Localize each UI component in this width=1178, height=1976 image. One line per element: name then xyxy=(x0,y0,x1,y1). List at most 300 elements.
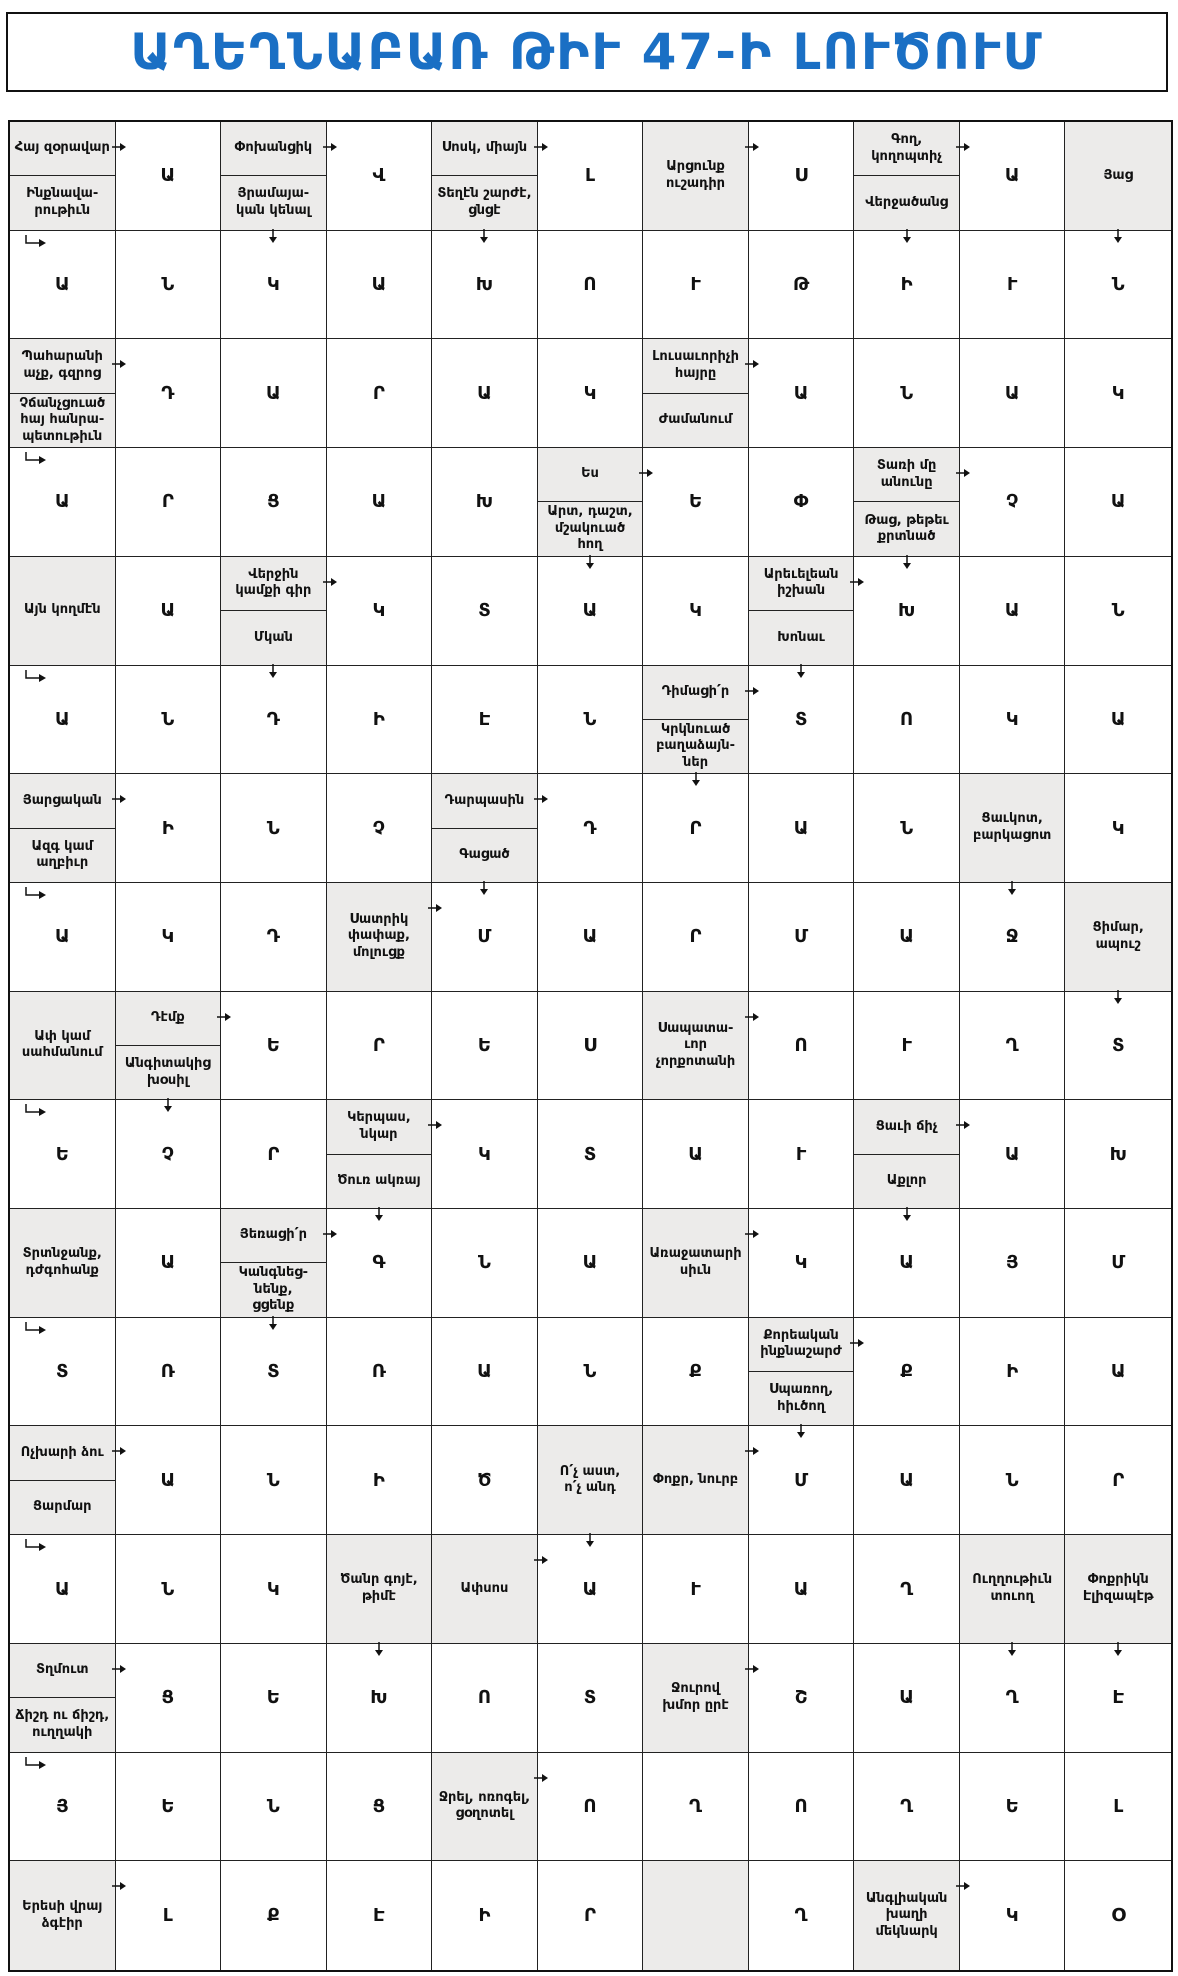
letter-cell[interactable] xyxy=(116,1753,222,1862)
clue-stack xyxy=(10,1426,115,1534)
clue-cell xyxy=(643,666,749,775)
letter-cell[interactable] xyxy=(960,1861,1066,1970)
clue-text: Արտ, դաշտ, մշակուած հող xyxy=(538,501,643,555)
letter-cell[interactable] xyxy=(116,339,222,448)
clue-cell xyxy=(10,557,116,666)
clue-text: Արցունք ուշադիր xyxy=(666,159,726,191)
letter-cell[interactable] xyxy=(116,1100,222,1209)
letter-cell[interactable] xyxy=(327,122,433,231)
letter-cell[interactable] xyxy=(749,1861,855,1970)
cell-letter: Ա xyxy=(160,1252,176,1274)
cell-letter: Խ xyxy=(475,491,494,513)
cell-letter: Ր xyxy=(372,382,385,404)
letter-cell[interactable] xyxy=(854,992,960,1101)
cell-letter: Ա xyxy=(1110,708,1126,730)
letter-cell[interactable] xyxy=(854,339,960,448)
clue-stack xyxy=(749,557,854,665)
letter-cell[interactable] xyxy=(960,231,1066,340)
letter-cell[interactable] xyxy=(10,231,116,340)
cell-letter: Ն xyxy=(266,817,280,839)
cell-letter: Ե xyxy=(266,1034,280,1056)
letter-cell[interactable] xyxy=(960,557,1066,666)
letter-cell[interactable] xyxy=(854,1318,960,1427)
letter-cell[interactable] xyxy=(327,1318,433,1427)
letter-cell[interactable] xyxy=(643,1753,749,1862)
letter-cell[interactable] xyxy=(116,122,222,231)
clue-stack xyxy=(538,1426,643,1534)
letter-cell[interactable] xyxy=(749,1100,855,1209)
cell-letter: Տ xyxy=(56,1361,69,1383)
cell-letter: Ղ xyxy=(900,1795,914,1817)
clue-cell xyxy=(854,1100,960,1209)
cell-letter: Ա xyxy=(688,1143,703,1165)
letter-cell[interactable] xyxy=(221,883,327,992)
cell-letter: Ա xyxy=(54,274,70,296)
letter-cell[interactable] xyxy=(327,557,433,666)
letter-cell[interactable] xyxy=(116,557,222,666)
letter-cell[interactable] xyxy=(1065,1861,1171,1970)
clue-cell xyxy=(854,122,960,231)
letter-cell[interactable] xyxy=(10,883,116,992)
cell-letter: Գ xyxy=(372,1252,386,1274)
clue-text: Առաջատարի սիւն xyxy=(649,1246,742,1278)
letter-cell[interactable] xyxy=(749,231,855,340)
letter-cell[interactable] xyxy=(432,557,538,666)
cell-letter: Ք xyxy=(689,1361,702,1383)
clue-text: Կանգնեց- նենք, ցցենք xyxy=(221,1262,326,1316)
letter-cell[interactable] xyxy=(10,666,116,775)
letter-cell[interactable] xyxy=(1065,1100,1171,1209)
letter-cell[interactable] xyxy=(749,1426,855,1535)
cell-letter: Մ xyxy=(1111,1252,1126,1274)
letter-cell[interactable] xyxy=(749,1644,855,1753)
letter-cell[interactable] xyxy=(221,1100,327,1209)
cell-letter: Ա xyxy=(160,1469,176,1491)
letter-cell[interactable] xyxy=(1065,992,1171,1101)
letter-cell[interactable] xyxy=(643,231,749,340)
clue-text: Ժամանում xyxy=(643,393,748,447)
clue-text: Սապատա- ւոր չորքոտանի xyxy=(655,1020,736,1069)
cell-letter: Տ xyxy=(583,1143,597,1165)
cell-letter: Մ xyxy=(477,926,492,948)
letter-cell[interactable] xyxy=(538,1535,644,1644)
clue-cell xyxy=(1065,883,1171,992)
cell-letter: Վ xyxy=(372,165,386,187)
letter-cell[interactable] xyxy=(749,1209,855,1318)
cell-letter: Խ xyxy=(897,600,916,622)
letter-cell[interactable] xyxy=(327,992,433,1101)
letter-cell[interactable] xyxy=(327,1209,433,1318)
cell-letter: Տ xyxy=(267,1361,280,1383)
clue-text: Ուղղութիւն տուող xyxy=(972,1572,1053,1605)
clue-text: Սպառող, հիւծող xyxy=(749,1371,854,1425)
cell-letter: Ղ xyxy=(1005,1687,1019,1709)
clue-cell xyxy=(327,1535,433,1644)
cell-letter: Ն xyxy=(583,708,597,730)
letter-cell[interactable] xyxy=(432,666,538,775)
clue-text: Ծուռ ակռայ xyxy=(327,1154,432,1208)
letter-cell[interactable] xyxy=(221,448,327,557)
letter-cell[interactable] xyxy=(1065,448,1171,557)
letter-cell[interactable] xyxy=(327,339,433,448)
letter-cell[interactable] xyxy=(643,448,749,557)
letter-cell[interactable] xyxy=(432,448,538,557)
clue-text: Փոքր, նուրբ xyxy=(653,1472,739,1487)
letter-cell[interactable] xyxy=(221,339,327,448)
clue-cell xyxy=(643,339,749,448)
cell-letter: Ղ xyxy=(1005,1034,1019,1056)
clue-stack xyxy=(327,883,432,991)
cell-letter: Յ xyxy=(1005,1252,1019,1274)
letter-cell[interactable] xyxy=(221,1644,327,1753)
clue-text: Պահարանի աչք, գզրոց xyxy=(21,349,103,382)
cell-letter: Ա xyxy=(1004,1143,1020,1165)
letter-cell[interactable] xyxy=(538,883,644,992)
letter-cell[interactable] xyxy=(327,774,433,883)
cell-letter: Դ xyxy=(266,926,280,948)
clue-text: Յաց xyxy=(1103,167,1133,183)
cell-letter: Ն xyxy=(266,1469,280,1491)
letter-cell[interactable] xyxy=(116,1318,222,1427)
clue-stack xyxy=(432,774,537,882)
letter-cell[interactable] xyxy=(643,883,749,992)
clue-stack xyxy=(1065,1535,1171,1643)
clue-text: Ճիշդ ու ճիշդ, ուղղակի xyxy=(10,1697,115,1751)
letter-cell[interactable] xyxy=(1065,1644,1171,1753)
letter-cell[interactable] xyxy=(221,1753,327,1862)
letter-cell[interactable] xyxy=(854,231,960,340)
letter-cell[interactable] xyxy=(854,557,960,666)
letter-cell[interactable] xyxy=(1065,1426,1171,1535)
letter-cell[interactable] xyxy=(749,883,855,992)
letter-cell[interactable] xyxy=(749,774,855,883)
letter-cell[interactable] xyxy=(1065,231,1171,340)
cell-letter: Ա xyxy=(582,926,598,948)
letter-cell[interactable] xyxy=(960,1426,1066,1535)
letter-cell[interactable] xyxy=(221,1861,327,1970)
letter-cell[interactable] xyxy=(538,666,644,775)
clue-text: Վերջածանց xyxy=(854,175,959,229)
cell-letter: Ե xyxy=(55,1143,69,1165)
letter-cell[interactable] xyxy=(10,1318,116,1427)
letter-cell[interactable] xyxy=(327,1861,433,1970)
clue-cell xyxy=(643,1426,749,1535)
letter-cell[interactable] xyxy=(538,1753,644,1862)
cell-letter: Դ xyxy=(266,708,280,730)
cell-letter: Ն xyxy=(266,1795,280,1817)
clue-cell xyxy=(10,774,116,883)
letter-cell[interactable] xyxy=(643,1318,749,1427)
letter-cell[interactable] xyxy=(854,1535,960,1644)
letter-cell[interactable] xyxy=(116,231,222,340)
letter-cell[interactable] xyxy=(432,1318,538,1427)
letter-cell[interactable] xyxy=(643,1100,749,1209)
clue-stack xyxy=(221,122,326,230)
letter-cell[interactable] xyxy=(538,122,644,231)
cell-letter: Ա xyxy=(54,491,70,513)
letter-cell[interactable] xyxy=(960,1100,1066,1209)
letter-cell[interactable] xyxy=(854,1209,960,1318)
cell-letter: Լ xyxy=(162,1905,173,1927)
clue-stack xyxy=(643,1644,748,1752)
clue-cell xyxy=(432,774,538,883)
cell-letter: Ե xyxy=(266,1687,280,1709)
letter-cell[interactable] xyxy=(432,1100,538,1209)
cell-letter: Ա xyxy=(1004,600,1020,622)
clue-text: Տրտնջանք, դժգոհանք xyxy=(22,1246,102,1278)
letter-cell[interactable] xyxy=(960,448,1066,557)
letter-cell[interactable] xyxy=(1065,1209,1171,1318)
clue-cell xyxy=(10,122,116,231)
letter-cell[interactable] xyxy=(960,339,1066,448)
letter-cell[interactable] xyxy=(1065,666,1171,775)
clue-text: Գող, կողոպտիչ xyxy=(871,132,943,164)
clue-text: Դարպասին xyxy=(444,792,525,808)
clue-text: Սատրիկ փափաք, մոլուցք xyxy=(347,911,410,961)
letter-cell[interactable] xyxy=(221,1426,327,1535)
cell-letter: Ն xyxy=(1111,274,1125,296)
clue-stack xyxy=(960,1535,1065,1643)
clue-cell xyxy=(10,339,116,448)
letter-cell[interactable] xyxy=(327,1753,433,1862)
cell-letter: Ց xyxy=(267,491,280,513)
clue-text: Տղմուտ xyxy=(36,1662,89,1678)
clue-text: Փոխանցիկ xyxy=(234,140,313,156)
letter-cell[interactable] xyxy=(221,774,327,883)
cell-letter: Կ xyxy=(794,1252,808,1274)
cell-letter: Կ xyxy=(689,600,702,622)
cell-letter: Ւ xyxy=(795,1143,807,1165)
clue-stack xyxy=(643,992,748,1100)
letter-cell[interactable] xyxy=(432,1644,538,1753)
cell-letter: Ա xyxy=(1004,165,1020,187)
letter-cell[interactable] xyxy=(1065,1753,1171,1862)
clue-cell xyxy=(960,774,1066,883)
letter-cell[interactable] xyxy=(854,1753,960,1862)
cell-letter: Ն xyxy=(1111,600,1125,622)
cell-letter: Ռ xyxy=(160,1361,175,1383)
cell-letter: Ն xyxy=(1005,1469,1019,1491)
blank-cell xyxy=(643,1861,749,1970)
clue-text: Թաց, թեթեւ քրտնած xyxy=(854,501,959,555)
letter-cell[interactable] xyxy=(854,883,960,992)
letter-cell[interactable] xyxy=(221,231,327,340)
letter-cell[interactable] xyxy=(960,122,1066,231)
clue-text: Ծանր գոյէ, թիմէ xyxy=(340,1572,418,1605)
letter-cell[interactable] xyxy=(749,122,855,231)
letter-cell[interactable] xyxy=(116,1426,222,1535)
letter-cell[interactable] xyxy=(116,448,222,557)
clue-stack xyxy=(643,1426,748,1534)
letter-cell[interactable] xyxy=(749,1535,855,1644)
cell-letter: Ա xyxy=(371,274,387,296)
cell-letter: Ա xyxy=(266,382,281,404)
cell-letter: Ն xyxy=(161,274,175,296)
letter-cell[interactable] xyxy=(221,1535,327,1644)
letter-cell[interactable] xyxy=(327,1426,433,1535)
letter-cell[interactable] xyxy=(643,557,749,666)
cell-letter: Կ xyxy=(478,1143,491,1165)
letter-cell[interactable] xyxy=(960,1209,1066,1318)
clue-stack xyxy=(10,992,115,1100)
cell-letter: Ն xyxy=(161,708,175,730)
letter-cell[interactable] xyxy=(327,1644,433,1753)
letter-cell[interactable] xyxy=(116,883,222,992)
letter-cell[interactable] xyxy=(960,883,1066,992)
letter-cell[interactable] xyxy=(854,1426,960,1535)
clue-text: Կրկնուած բաղաձայն- ներ xyxy=(643,719,748,773)
cell-letter: Ր xyxy=(267,1143,280,1165)
letter-cell[interactable] xyxy=(749,1753,855,1862)
letter-cell[interactable] xyxy=(749,992,855,1101)
clue-text: Լուսաւորիչի հայրը xyxy=(652,349,739,382)
letter-cell[interactable] xyxy=(10,1753,116,1862)
cell-letter: Ռ xyxy=(371,1361,386,1383)
letter-cell[interactable] xyxy=(960,1753,1066,1862)
letter-cell[interactable] xyxy=(1065,557,1171,666)
letter-cell[interactable] xyxy=(221,666,327,775)
letter-cell[interactable] xyxy=(538,774,644,883)
letter-cell[interactable] xyxy=(960,666,1066,775)
letter-cell[interactable] xyxy=(538,1861,644,1970)
letter-cell[interactable] xyxy=(432,1426,538,1535)
letter-cell[interactable] xyxy=(538,1209,644,1318)
clue-stack xyxy=(854,1100,959,1208)
letter-cell[interactable] xyxy=(960,992,1066,1101)
letter-cell[interactable] xyxy=(960,1644,1066,1753)
cell-letter: Ե xyxy=(688,491,703,513)
letter-cell[interactable] xyxy=(116,666,222,775)
clue-stack xyxy=(538,448,643,556)
clue-cell xyxy=(221,557,327,666)
letter-cell[interactable] xyxy=(749,448,855,557)
letter-cell[interactable] xyxy=(116,1209,222,1318)
letter-cell[interactable] xyxy=(327,666,433,775)
cell-letter: Լ xyxy=(584,165,596,187)
cell-letter: Ա xyxy=(371,491,387,513)
crossword-grid xyxy=(8,120,1173,1972)
cell-letter: Կ xyxy=(266,1578,280,1600)
cell-letter: Կ xyxy=(1005,1905,1019,1927)
clue-stack xyxy=(10,1644,115,1752)
letter-cell[interactable] xyxy=(432,231,538,340)
letter-cell[interactable] xyxy=(116,1644,222,1753)
letter-cell[interactable] xyxy=(538,992,644,1101)
letter-cell[interactable] xyxy=(538,339,644,448)
cell-letter: Ի xyxy=(900,274,913,296)
letter-cell[interactable] xyxy=(116,774,222,883)
cell-letter: Ա xyxy=(477,1361,492,1383)
title-banner xyxy=(6,12,1168,92)
letter-cell[interactable] xyxy=(432,883,538,992)
clue-text: Գացած xyxy=(432,828,537,882)
letter-cell[interactable] xyxy=(854,774,960,883)
cell-letter: Ղ xyxy=(794,1905,808,1927)
letter-cell[interactable] xyxy=(1065,774,1171,883)
cell-letter: Տ xyxy=(1111,1034,1125,1056)
letter-cell[interactable] xyxy=(432,339,538,448)
cell-letter: Ա xyxy=(160,600,176,622)
letter-cell[interactable] xyxy=(538,557,644,666)
cell-letter: Ի xyxy=(372,1469,385,1491)
cell-letter: Ո xyxy=(583,1795,597,1817)
clue-cell xyxy=(1065,1535,1171,1644)
cell-letter: Դ xyxy=(583,817,597,839)
letter-cell[interactable] xyxy=(960,1318,1066,1427)
clue-stack xyxy=(432,1753,537,1861)
cell-letter: Ա xyxy=(54,708,70,730)
cell-letter: Ն xyxy=(900,817,914,839)
clue-text: Ջրել, ոռոգել, ցօղոտել xyxy=(438,1789,531,1822)
letter-cell[interactable] xyxy=(538,1644,644,1753)
clue-cell xyxy=(538,448,644,557)
letter-cell[interactable] xyxy=(10,1100,116,1209)
clue-cell xyxy=(432,1753,538,1862)
letter-cell[interactable] xyxy=(116,1535,222,1644)
letter-cell[interactable] xyxy=(538,1318,644,1427)
letter-cell[interactable] xyxy=(749,339,855,448)
cell-letter: Մ xyxy=(794,1469,809,1491)
letter-cell[interactable] xyxy=(538,1100,644,1209)
cell-letter: Ա xyxy=(899,1252,914,1274)
clue-cell xyxy=(10,1644,116,1753)
cell-letter: Ղ xyxy=(689,1795,702,1817)
letter-cell[interactable] xyxy=(1065,339,1171,448)
cell-letter: Ր xyxy=(689,926,702,948)
cell-letter: Ս xyxy=(794,165,808,187)
cell-letter: Կ xyxy=(372,600,386,622)
cell-letter: Ր xyxy=(584,1905,596,1927)
clue-stack xyxy=(643,1209,748,1317)
clue-cell xyxy=(749,557,855,666)
cell-letter: Է xyxy=(1112,1687,1125,1709)
clue-text: Սոսկ, միայն xyxy=(441,140,528,156)
cell-letter: Դ xyxy=(161,382,175,404)
letter-cell[interactable] xyxy=(854,666,960,775)
letter-cell[interactable] xyxy=(643,774,749,883)
cell-letter: Ա xyxy=(582,1578,598,1600)
letter-cell[interactable] xyxy=(749,666,855,775)
letter-cell[interactable] xyxy=(432,1861,538,1970)
letter-cell[interactable] xyxy=(221,1318,327,1427)
clue-cell xyxy=(221,122,327,231)
clue-cell xyxy=(538,1426,644,1535)
cell-letter: Տ xyxy=(583,1687,597,1709)
letter-cell[interactable] xyxy=(327,231,433,340)
letter-cell[interactable] xyxy=(432,1209,538,1318)
letter-cell[interactable] xyxy=(432,992,538,1101)
letter-cell[interactable] xyxy=(10,448,116,557)
letter-cell[interactable] xyxy=(116,1861,222,1970)
clue-text: Յրամայա- կան կենալ xyxy=(221,175,326,229)
cell-letter: Խ xyxy=(475,274,494,296)
cell-letter: Լ xyxy=(1113,1795,1124,1817)
clue-stack xyxy=(10,1861,115,1970)
clue-text: Երեսի վրայ ձգէիր xyxy=(22,1899,103,1931)
letter-cell[interactable] xyxy=(643,1535,749,1644)
cell-letter: Կ xyxy=(1111,817,1125,839)
letter-cell[interactable] xyxy=(10,1535,116,1644)
letter-cell[interactable] xyxy=(538,231,644,340)
letter-cell[interactable] xyxy=(854,1644,960,1753)
letter-cell[interactable] xyxy=(1065,1318,1171,1427)
cell-letter: Ա xyxy=(1004,382,1020,404)
letter-cell[interactable] xyxy=(327,448,433,557)
cell-letter: Ո xyxy=(477,1687,492,1709)
clue-cell xyxy=(854,448,960,557)
cell-letter: Ա xyxy=(477,382,492,404)
letter-cell[interactable] xyxy=(221,992,327,1101)
